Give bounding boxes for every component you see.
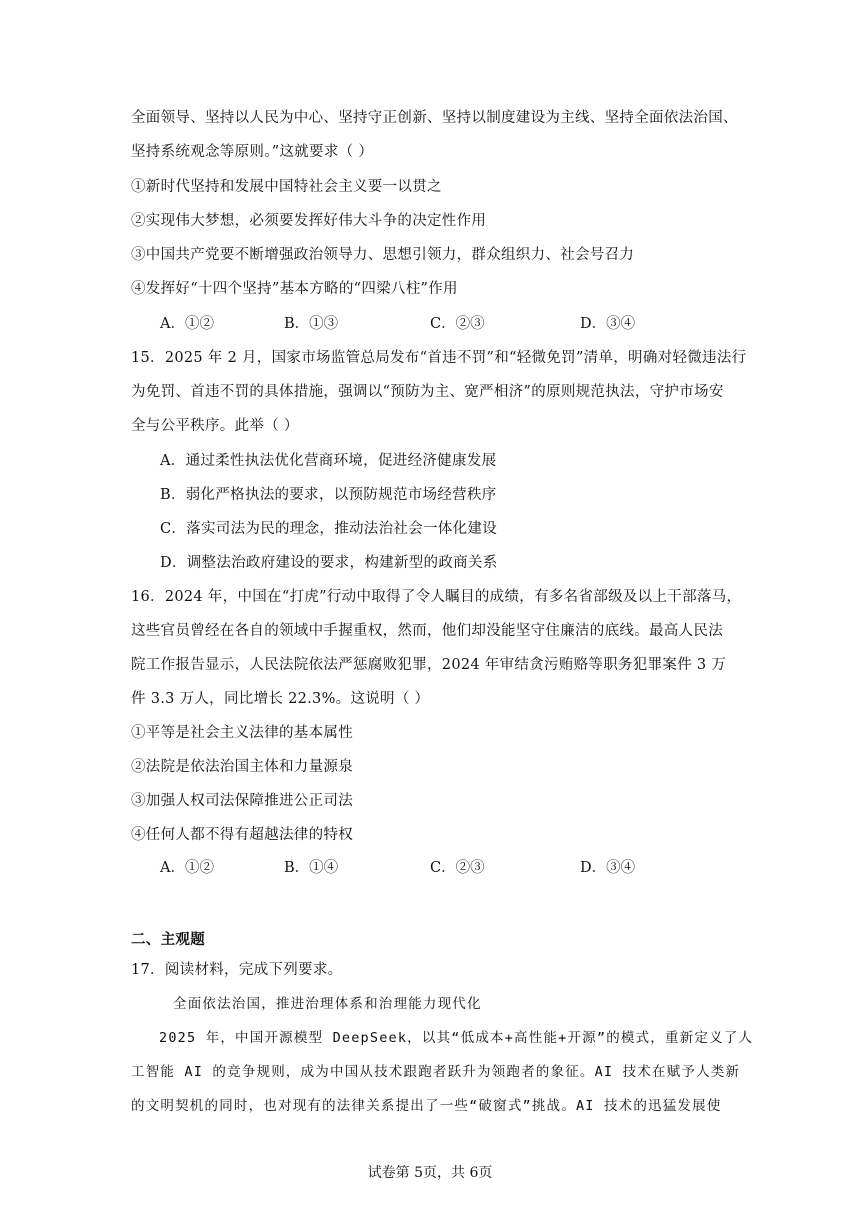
q14-statement-1: ①新时代坚持和发展中国特社会主义要一以贯之 xyxy=(131,179,442,195)
section-heading: 二、主观题 xyxy=(131,931,205,948)
q17-prompt: 17．阅读材料，完成下列要求。 xyxy=(131,962,343,978)
q15-option-d: D．调整法治政府建设的要求，构建新型的政商关系 xyxy=(160,555,498,571)
page-number: 试卷第 5页，共 6页 xyxy=(367,1165,493,1181)
q14-choice-b: B．①③ xyxy=(284,316,339,332)
q14-statement-3: ③中国共产党要不断增强政治领导力、思想引领力，群众组织力、社会号召力 xyxy=(131,247,635,263)
q16-statement-4: ④任何人都不得有超越法律的特权 xyxy=(131,827,353,843)
q14-choice-a: A．①② xyxy=(160,316,214,332)
q16-choice-b: B．①④ xyxy=(284,860,339,876)
q16-stem-line-4: 件 3.3 万人，同比增长 22.3%。这说明（ ） xyxy=(131,691,430,707)
q15-option-b: B．弱化严格执法的要求，以预防规范市场经营秩序 xyxy=(160,487,497,503)
q15-stem-line-3: 全与公平秩序。此举（ ） xyxy=(131,418,299,434)
q17-material-title: 全面依法治国，推进治理体系和治理能力现代化 xyxy=(173,996,482,1012)
q16-stem-line-3: 院工作报告显示，人民法院依法严惩腐败犯罪，2024 年审结贪污贿赂等职务犯罪案件 3 万 xyxy=(131,657,727,673)
q16-choice-d: D．③④ xyxy=(580,860,636,876)
q16-stem-line-1: 16．2024 年，中国在“打虎”行动中取得了令人瞩目的成绩，有多名省部级及以上干部落马， xyxy=(131,589,742,605)
q16-stem-line-2: 这些官员曾经在各自的领域中手握重权，然而，他们却没能坚守住廉洁的底线。最高人民法 xyxy=(131,623,723,639)
q17-material-line-3: 的文明契机的同时，也对现有的法律关系提出了一些“破窗式”挑战。AI 技术的迅猛发展使 xyxy=(131,1098,722,1114)
q14-statement-4: ④发挥好“十四个坚持”基本方略的“四梁八柱”作用 xyxy=(131,281,458,297)
q14-choice-c: C．②③ xyxy=(430,316,485,332)
q15-stem-line-1: 15．2025 年 2 月，国家市场监管总局发布“首违不罚”和“轻微免罚”清单，明确对轻微违法行 xyxy=(131,350,747,366)
q16-statement-1: ①平等是社会主义法律的基本属性 xyxy=(131,725,353,741)
q16-choice-a: A．①② xyxy=(160,860,214,876)
q15-stem-line-2: 为免罚、首违不罚的具体措施，强调以“预防为主、宽严相济”的原则规范执法，守护市场安 xyxy=(131,384,724,400)
q14-stem-line-2: 坚持系统观念等原则。”这就要求（ ） xyxy=(131,144,374,160)
q16-choice-c: C．②③ xyxy=(430,860,485,876)
q17-material-line-2: 工智能 AI 的竞争规则，成为中国从技术跟跑者跃升为领跑者的象征。AI 技术在赋予人类新 xyxy=(131,1064,741,1080)
q17-material-line-1: 2025 年，中国开源模型 DeepSeek，以其“低成本+高性能+开源”的模式，重新定义了人 xyxy=(159,1030,754,1046)
q14-statement-2: ②实现伟大梦想，必须要发挥好伟大斗争的决定性作用 xyxy=(131,213,487,229)
q16-statement-2: ②法院是依法治国主体和力量源泉 xyxy=(131,759,353,775)
q16-statement-3: ③加强人权司法保障推进公正司法 xyxy=(131,793,353,809)
q14-stem-line-1: 全面领导、坚持以人民为中心、坚持守正创新、坚持以制度建设为主线、坚持全面依法治国、 xyxy=(131,110,738,126)
q14-choice-d: D．③④ xyxy=(580,316,636,332)
q15-option-a: A．通过柔性执法优化营商环境，促进经济健康发展 xyxy=(160,453,497,469)
q15-option-c: C．落实司法为民的理念，推动法治社会一体化建设 xyxy=(160,521,497,537)
